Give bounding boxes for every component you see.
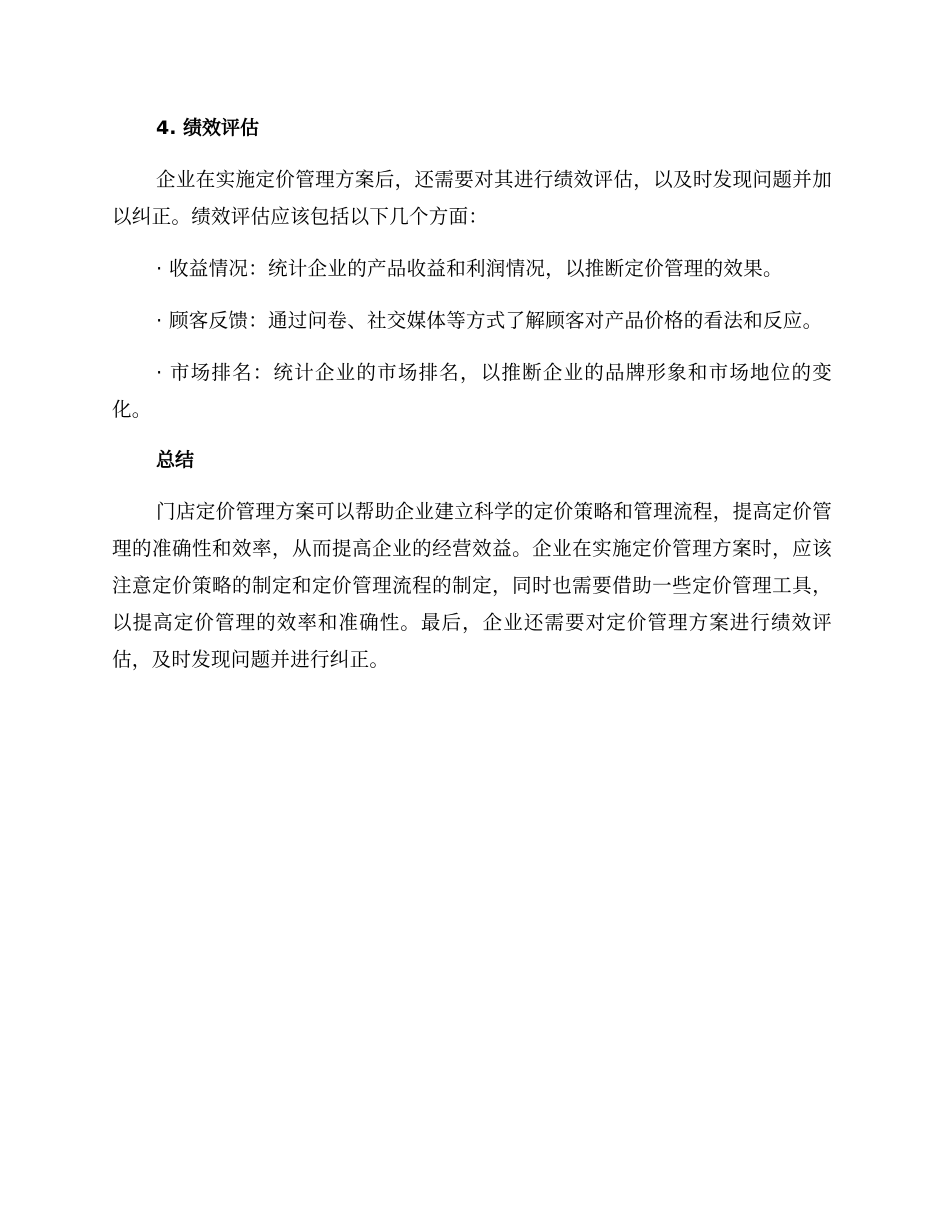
section-intro-paragraph: 企业在实施定价管理方案后，还需要对其进行绩效评估，以及时发现问题并加以纠正。绩效评估应该包括以下几个方面：: [112, 168, 832, 228]
summary-paragraph: 门店定价管理方案可以帮助企业建立科学的定价策略和管理流程，提高定价管理的准确性和效率，从而提高企业的经营效益。企业在实施定价管理方案时，应该注意定价策略的制定和定价管理流程的制定，同时也需要借助一些定价管理工具，以提高定价管理的效率和准确性。最后，企业还需要对定价管理方案进行绩效评估，及时发现问题并进行纠正。: [112, 500, 832, 671]
document-body: [112, 111, 832, 678]
bullet-revenue: · 收益情况：统计企业的产品收益和利润情况，以推断定价管理的效果。: [156, 257, 783, 280]
bullet-customer-feedback: · 顾客反馈：通过问卷、社交媒体等方式了解顾客对产品价格的看法和反应。: [156, 309, 823, 332]
summary-heading: 总结: [156, 449, 195, 471]
bullet-market-ranking: · 市场排名：统计企业的市场排名，以推断企业的品牌形象和市场地位的变化。: [112, 361, 832, 421]
section-heading-performance-evaluation: 4. 绩效评估: [156, 117, 260, 139]
